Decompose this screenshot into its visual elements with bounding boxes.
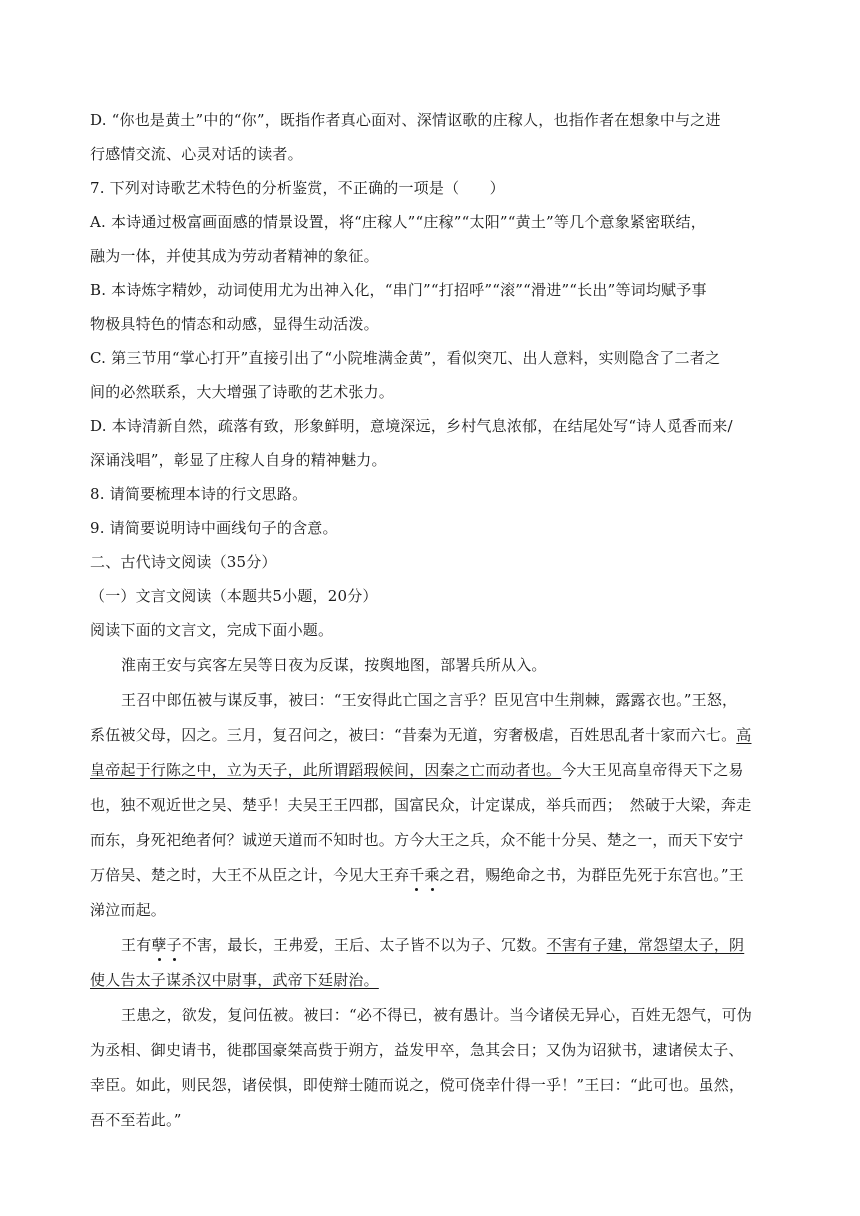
question-9: 9. 请简要说明诗中画线句子的含意。 <box>90 519 338 537</box>
reading-instruction: 阅读下面的文言文，完成下面小题。 <box>90 621 334 639</box>
passage-p2-line7: 涕泣而起。 <box>90 901 167 919</box>
option-d-line1: D. “你也是黄土”中的“你”，既指作者真心面对、深情讴歌的庄稼人，也指作者在想象中与之进 <box>90 111 721 129</box>
passage-p2-line4: 也，独不观近世之吴、楚乎！夫吴王王四郡，国富民众，计定谋成，举兵而西； 然破于大梁，奔走 <box>90 796 752 814</box>
passage-text: 系伍被父母，囚之。三月，复召问之，被曰：“昔秦为无道，穷奢极虐，百姓思乱者十家而六七。 <box>90 726 737 744</box>
passage-p3-line1 <box>121 935 770 955</box>
underlined-text: 不害有子建，常怨望太子，阴 <box>546 936 745 954</box>
passage-paragraph-1: 淮南王安与宾客左吴等日夜为反谋，按舆地图，部署兵所从入。 <box>121 656 547 674</box>
option-b-line1: B. 本诗炼字精妙，动词使用尤为出神入化，“串门”“打招呼”“滚”“滑进”“长出”等词均赋予事 <box>90 281 707 299</box>
emphasis-dotted-char: 千 <box>409 866 425 884</box>
passage-p2-line6 <box>90 865 770 885</box>
question-7: 7. 下列对诗歌艺术特色的分析鉴赏，不正确的一项是（ ） <box>90 179 505 197</box>
passage-text: 今大王见高皇帝得天下之易 <box>561 761 744 779</box>
option-d2-line1: D. 本诗清新自然，疏落有致，形象鲜明，意境深远，乡村气息浓郁，在结尾处写“诗人觅香而来/ <box>90 417 733 435</box>
passage-text: 不害，最长，王弗爱，王后、太子皆不以为子、冗数。 <box>181 936 547 954</box>
underlined-text: 皇帝起于行陈之中，立为天子，此所谓蹈瑕候间，因秦之亡而动者也。 <box>90 761 562 779</box>
passage-p4-line2: 为丞相、御史请书，徙郡国豪桀高赀于朔方，益发甲卒，急其会日；又伪为诏狱书，逮诸侯太子、 <box>90 1041 744 1059</box>
underlined-text: 高 <box>736 726 752 744</box>
section-heading-2: 二、古代诗文阅读（35分） <box>90 553 277 571</box>
passage-p2-line5: 而东，身死祀绝者何？诚逆天道而不知时也。方今大王之兵，众不能十分吴、楚之一，而天下安宁 <box>90 831 744 849</box>
passage-p4-line1: 王患之，欲发，复问伍被。被曰：“必不得已，被有愚计。当今诸侯无异心，百姓无怨气，可伪 <box>121 1006 753 1024</box>
option-a-line2: 融为一体，并使其成为劳动者精神的象征。 <box>90 247 379 265</box>
option-c-line1: C. 第三节用“掌心打开”直接引出了“小院堆满金黄”，看似突兀、出人意料，实则隐含了二者之 <box>90 349 721 367</box>
passage-p4-line3: 幸臣。如此，则民怨，诸侯惧，即使辩士随而说之，傥可侥幸什得一乎！”王曰：“此可也。虽然， <box>90 1076 745 1094</box>
passage-text: 之君，赐绝命之书，为群臣先死于东宫也。”王 <box>439 866 744 884</box>
passage-text: 王有 <box>121 936 152 954</box>
option-c-line2: 间的必然联系，大大增强了诗歌的艺术张力。 <box>90 383 395 401</box>
emphasis-dotted-char: 子 <box>166 936 182 954</box>
emphasis-dotted-char: 乘 <box>424 866 440 884</box>
subsection-heading-1: （一）文言文阅读（本题共5小题，20分） <box>90 587 378 605</box>
option-d-line2: 行感情交流、心灵对话的读者。 <box>90 145 303 163</box>
passage-p2-line3 <box>90 760 770 780</box>
passage-p2-line2 <box>90 725 770 745</box>
option-d2-line2: 深诵浅唱”，彰显了庄稼人自身的精神魅力。 <box>90 451 387 469</box>
passage-text: 万倍吴、楚之时，大王不从臣之计，今见大王弃 <box>90 866 410 884</box>
emphasis-dotted-char: 孽 <box>151 936 167 954</box>
underlined-text: 使人告太子谋杀汉中尉事，武帝下廷尉治。 <box>90 971 379 989</box>
option-b-line2: 物极具特色的情态和动感，显得生动活泼。 <box>90 315 379 333</box>
passage-p2-line1: 王召中郎伍被与谋反事，被曰：“王安得此亡国之言乎？臣见宫中生荆棘，露露衣也。”王怒， <box>121 691 738 709</box>
passage-p4-line4: 吾不至若此。” <box>90 1111 182 1129</box>
passage-p3-line2 <box>90 970 770 990</box>
question-8: 8. 请简要梳理本诗的行文思路。 <box>90 485 308 503</box>
option-a-line1: A. 本诗通过极富画面感的情景设置，将“庄稼人”“庄稼”“太阳”“黄土”等几个意象紧密联结， <box>90 213 706 231</box>
